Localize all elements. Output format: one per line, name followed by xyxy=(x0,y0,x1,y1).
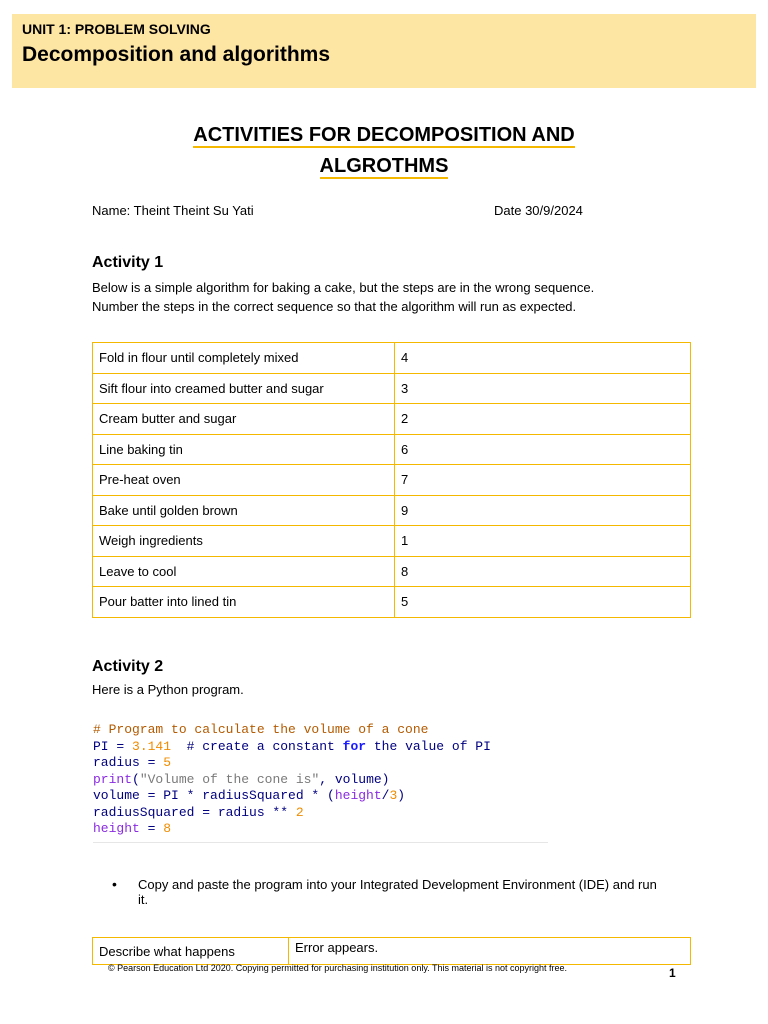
code-text: / xyxy=(381,788,390,803)
table-row xyxy=(93,587,691,618)
code-text: the value of PI xyxy=(366,738,491,754)
activity-1-instruction-line-2: Number the steps in the correct sequence so that the algorithm will run as expected. xyxy=(92,299,577,314)
table-row xyxy=(93,495,691,526)
step-cell: Pre-heat oven xyxy=(93,465,395,496)
step-cell: Line baking tin xyxy=(93,434,395,465)
bullet-dot-icon: • xyxy=(112,876,117,892)
code-number: 2 xyxy=(295,804,304,820)
unit-header-band xyxy=(12,14,756,88)
answer-table xyxy=(92,937,691,965)
question-cell: Describe what happens xyxy=(93,938,289,965)
order-cell[interactable]: 8 xyxy=(395,556,691,587)
step-cell: Leave to cool xyxy=(93,556,395,587)
activity-1-heading: Activity 1 xyxy=(92,254,164,271)
order-cell[interactable]: 2 xyxy=(395,404,691,435)
code-number: 3.141 xyxy=(132,738,172,754)
code-string: "Volume of the cone is" xyxy=(139,771,320,787)
step-cell: Sift flour into creamed butter and sugar xyxy=(93,373,395,404)
activity-1-instructions xyxy=(92,278,692,316)
activity-2-heading: Activity 2 xyxy=(92,658,164,675)
table-row xyxy=(93,343,691,374)
activity-1-instruction-line-1: Below is a simple algorithm for baking a cake, but the steps are in the wrong sequence. xyxy=(92,280,595,295)
code-variable: height xyxy=(93,821,140,836)
order-cell[interactable]: 6 xyxy=(395,434,691,465)
order-cell[interactable]: 1 xyxy=(395,526,691,557)
order-cell[interactable]: 4 xyxy=(395,343,691,374)
answer-cell[interactable]: Error appears. xyxy=(289,938,691,965)
code-text: radiusSquared = radius ** xyxy=(93,804,296,820)
page-number: 1 xyxy=(669,966,676,980)
code-text: PI = xyxy=(93,738,133,754)
step-cell: Cream butter and sugar xyxy=(93,404,395,435)
code-number: 3 xyxy=(389,788,398,803)
code-number: 5 xyxy=(163,755,172,770)
code-number: 8 xyxy=(163,821,172,836)
copyright-footer: © Pearson Education Ltd 2020. Copying permitted for purchasing institution only. This material is not copyright free. xyxy=(108,963,568,973)
table-row xyxy=(93,526,691,557)
code-text: volume = PI * radiusSquared * ( xyxy=(93,788,335,803)
step-cell: Fold in flour until completely mixed xyxy=(93,343,395,374)
activity-2-intro: Here is a Python program. xyxy=(92,682,244,697)
table-row xyxy=(93,434,691,465)
table-row xyxy=(93,373,691,404)
order-cell[interactable]: 7 xyxy=(395,465,691,496)
order-cell[interactable]: 5 xyxy=(395,587,691,618)
code-variable: height xyxy=(334,788,382,803)
table-row xyxy=(93,556,691,587)
code-text: # create a constant xyxy=(171,738,343,754)
order-cell[interactable]: 3 xyxy=(395,373,691,404)
code-text: ) xyxy=(397,788,406,803)
unit-title: Decomposition and algorithms xyxy=(22,43,331,66)
page-title-line-1: ACTIVITIES FOR DECOMPOSITION AND xyxy=(193,124,575,146)
code-builtin: print xyxy=(93,771,133,787)
step-cell: Pour batter into lined tin xyxy=(93,587,395,618)
order-cell[interactable]: 9 xyxy=(395,495,691,526)
step-cell: Bake until golden brown xyxy=(93,495,395,526)
code-text: radius = xyxy=(93,755,164,770)
code-comment: # Program to calculate the volume of a cone xyxy=(93,722,429,737)
page-title-line-2: ALGROTHMS xyxy=(319,155,449,177)
code-keyword: for xyxy=(342,738,367,754)
table-row xyxy=(93,404,691,435)
unit-label: UNIT 1: PROBLEM SOLVING xyxy=(22,21,211,37)
step-cell: Weigh ingredients xyxy=(93,526,395,557)
student-date: Date 30/9/2024 xyxy=(494,203,583,218)
page-title xyxy=(0,120,768,182)
python-code-block[interactable] xyxy=(93,722,548,843)
algorithm-steps-table xyxy=(92,342,691,618)
table-row xyxy=(93,938,691,965)
code-text: = xyxy=(139,821,164,836)
table-row xyxy=(93,465,691,496)
bullet-text: Copy and paste the program into your Integrated Development Environment (IDE) and run it. xyxy=(138,877,657,907)
code-text: , volume) xyxy=(319,771,390,787)
student-name: Name: Theint Theint Su Yati xyxy=(92,203,254,218)
code-text: ( xyxy=(132,771,140,787)
